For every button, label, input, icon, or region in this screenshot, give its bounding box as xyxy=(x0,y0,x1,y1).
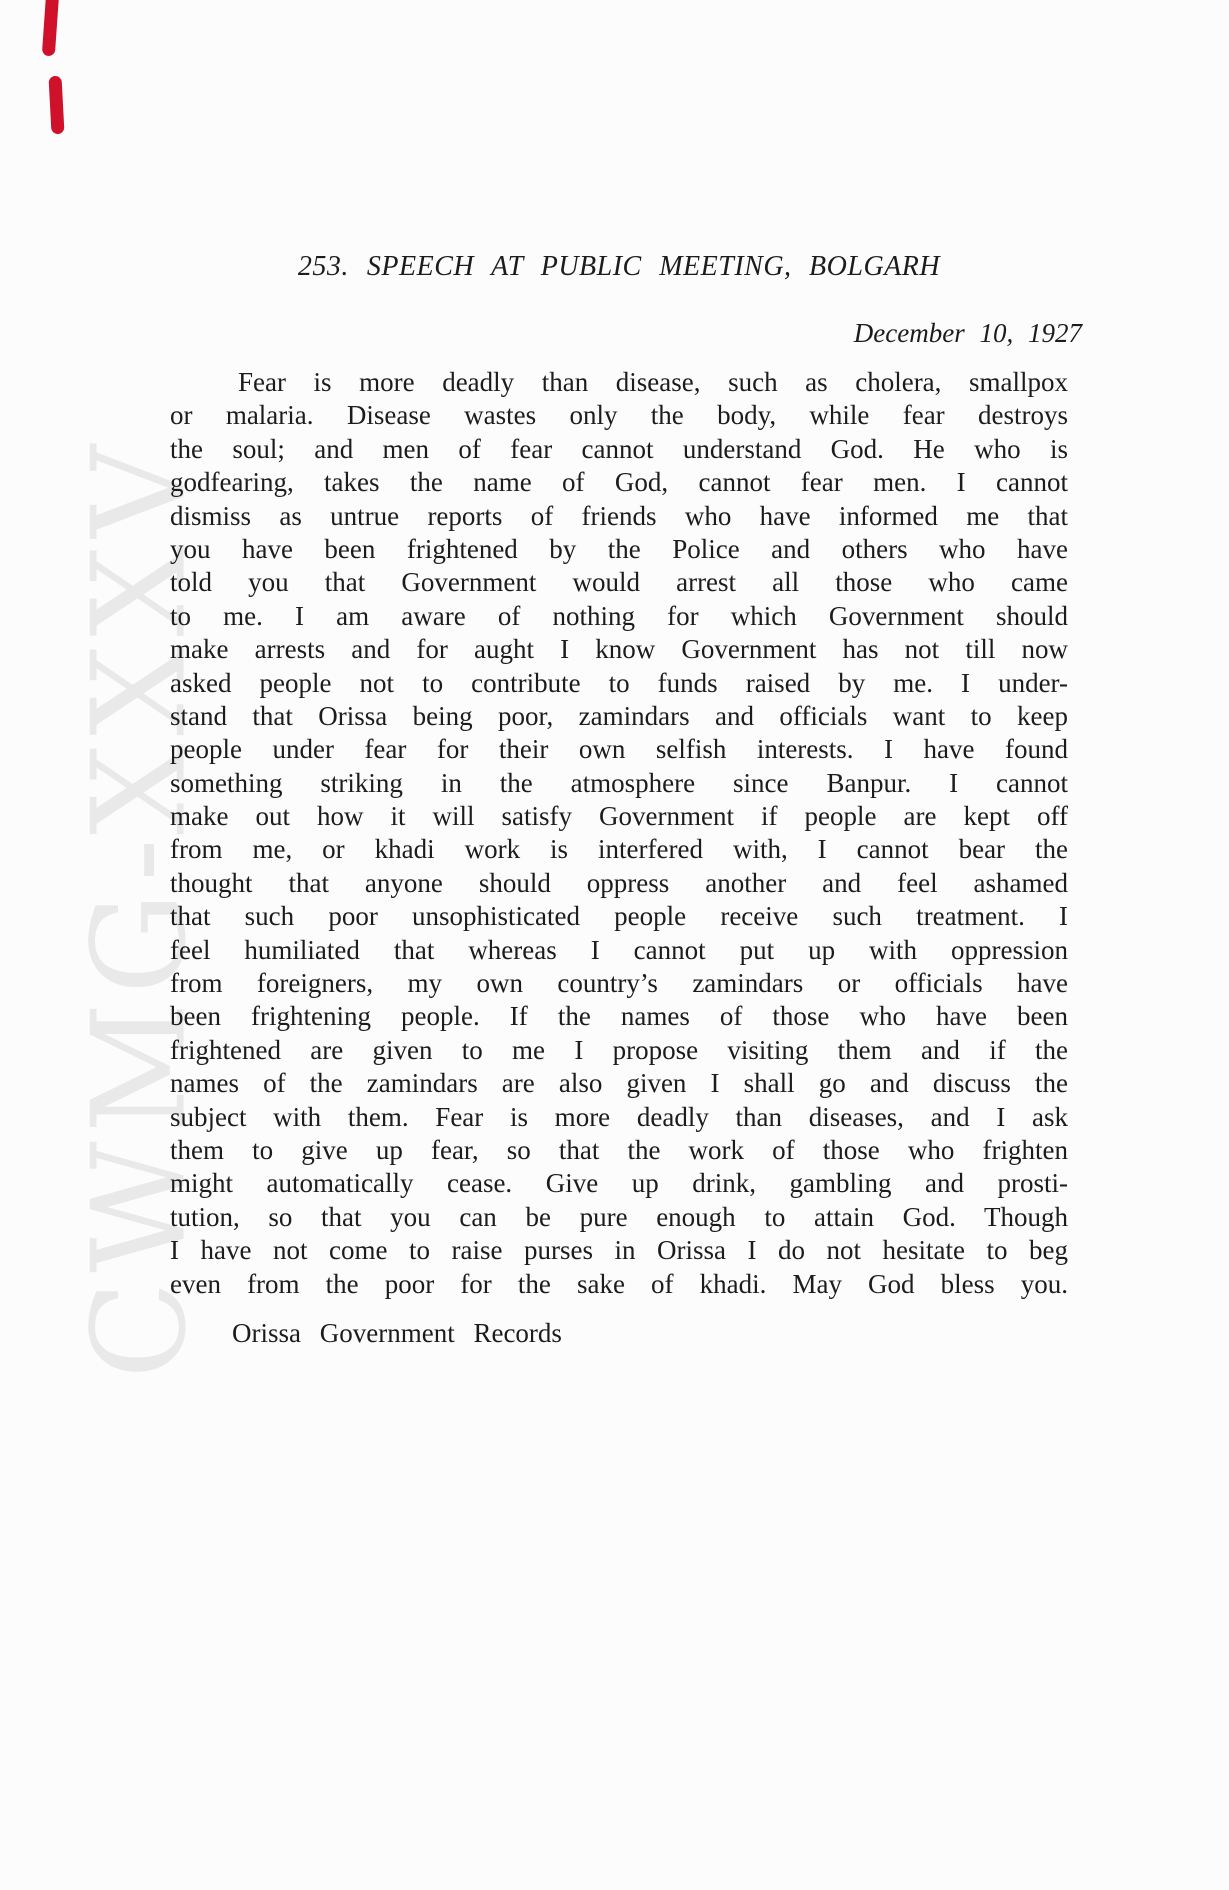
body-line: something striking in the atmosphere since Banpur. I cannot xyxy=(170,767,1068,798)
article-date: December 10, 1927 xyxy=(853,318,1082,348)
body-line: people under fear for their own selfish interests. I have found xyxy=(170,734,1068,765)
watermark-text: CWMG-XXXV xyxy=(65,437,215,1379)
body-line: make arrests and for aught I know Government has not till now xyxy=(170,634,1068,665)
body-line: been frightening people. If the names of those who have been xyxy=(170,1001,1068,1032)
body-line: or malaria. Disease wastes only the body, while fear destroys xyxy=(170,400,1068,431)
body-line: tution, so that you can be pure enough to attain God. Though xyxy=(170,1201,1068,1232)
body-line: dismiss as untrue reports of friends who have informed me that xyxy=(170,500,1068,531)
body-line: feel humiliated that whereas I cannot put up with oppression xyxy=(170,934,1068,965)
body-line: to me. I am aware of nothing for which Government should xyxy=(170,600,1068,631)
body-line: might automatically cease. Give up drink, gambling and prosti- xyxy=(170,1168,1068,1199)
body-line: the soul; and men of fear cannot understand God. He who is xyxy=(170,433,1068,464)
body-line: that such poor unsophisticated people receive such treatment. I xyxy=(170,901,1068,932)
body-line: stand that Orissa being poor, zamindars and officials want to keep xyxy=(170,700,1068,731)
article-title xyxy=(170,250,1068,284)
body-line: from foreigners, my own country’s zamindars or officials have xyxy=(170,968,1068,999)
article-title-text: SPEECH AT PUBLIC MEETING, BOLGARH xyxy=(366,251,941,282)
source-line: Orissa Government Records xyxy=(232,1318,562,1348)
body-line: subject with them. Fear is more deadly than diseases, and I ask xyxy=(170,1101,1068,1132)
body-line: asked people not to contribute to funds raised by me. I under- xyxy=(170,667,1068,698)
article-body xyxy=(170,366,1068,1301)
body-line: told you that Government would arrest all those who came xyxy=(170,567,1068,598)
body-line: from me, or khadi work is interfered with, I cannot bear the xyxy=(170,834,1068,865)
body-line: thought that anyone should oppress another and feel ashamed xyxy=(170,867,1068,898)
body-line: names of the zamindars are also given I shall go and discuss the xyxy=(170,1068,1068,1099)
body-line: I have not come to raise purses in Orissa I do not hesitate to beg xyxy=(170,1235,1068,1266)
article-number: 253. xyxy=(297,251,349,282)
body-line: even from the poor for the sake of khadi. May God bless you. xyxy=(170,1268,1068,1299)
body-line: you have been frightened by the Police and others who have xyxy=(170,533,1068,564)
body-line: frightened are given to me I propose visiting them and if the xyxy=(170,1034,1068,1065)
body-line: godfearing, takes the name of God, cannot fear men. I cannot xyxy=(170,467,1068,498)
body-line: Fear is more deadly than disease, such as cholera, smallpox xyxy=(238,367,1068,397)
body-line: them to give up fear, so that the work of those who frighten xyxy=(170,1134,1068,1165)
body-line: make out how it will satisfy Government if people are kept off xyxy=(170,801,1068,832)
